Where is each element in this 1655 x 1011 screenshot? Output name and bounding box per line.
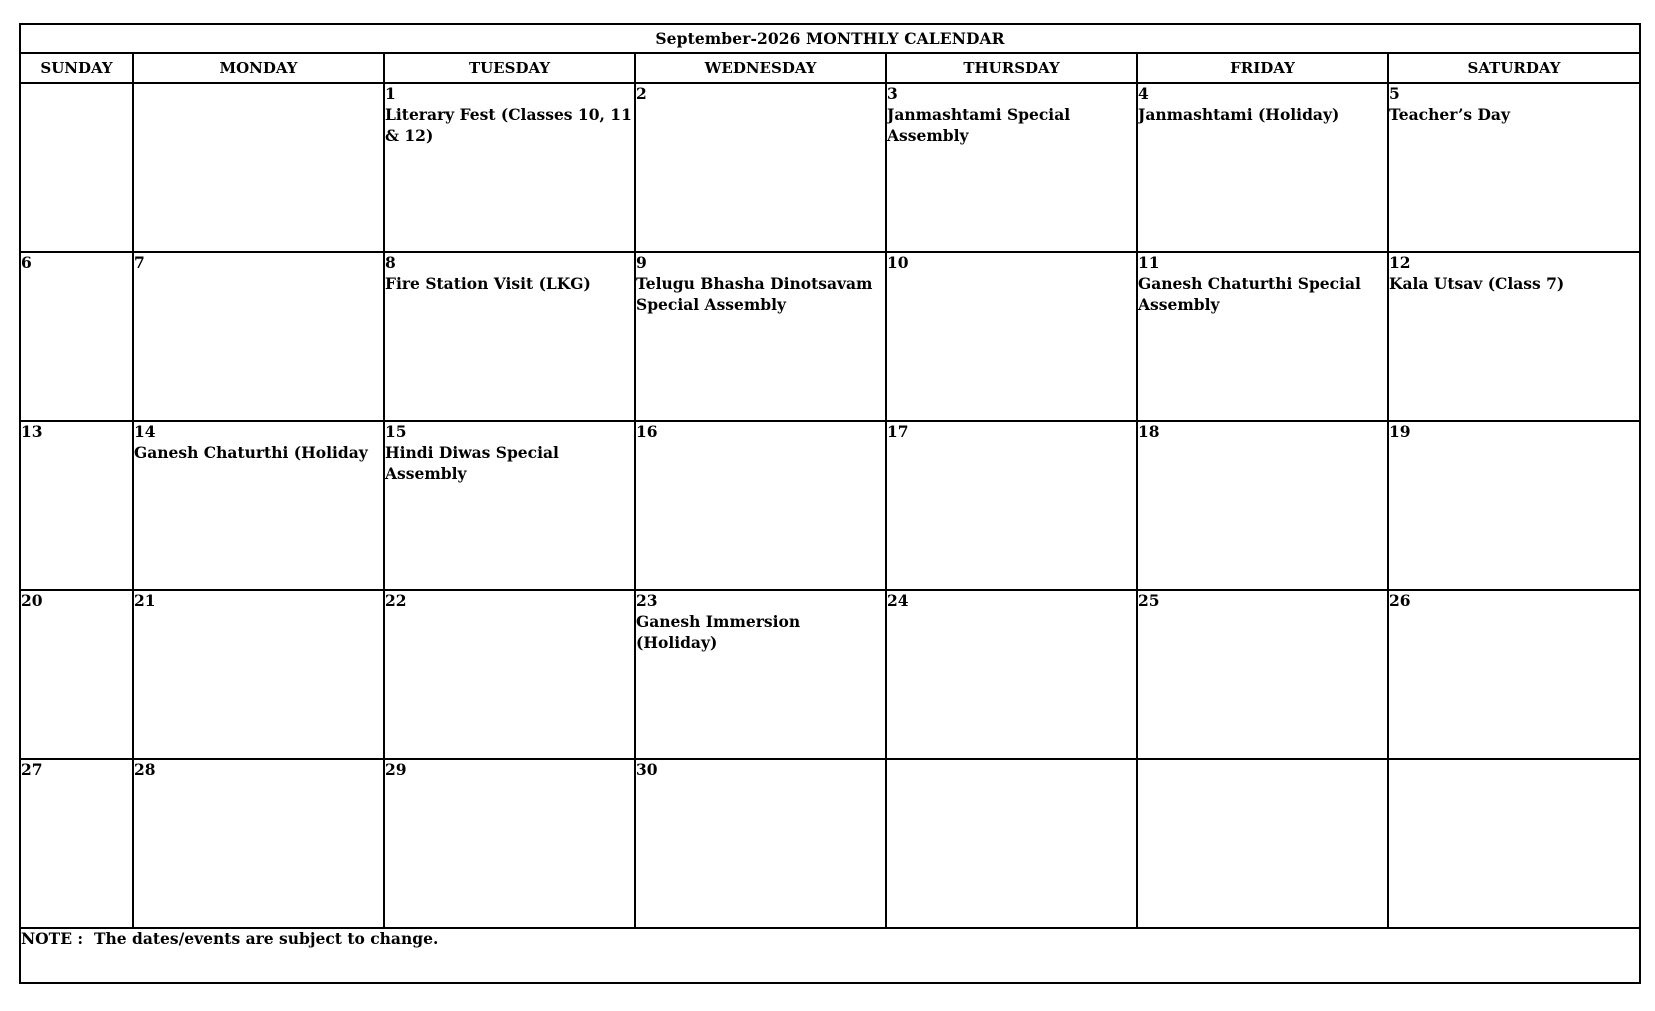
day-cell xyxy=(384,590,635,759)
day-cell xyxy=(635,83,886,252)
day-number: 22 xyxy=(385,591,407,610)
day-number: 25 xyxy=(1138,591,1160,610)
day-number: 16 xyxy=(636,422,658,441)
day-cell xyxy=(20,759,133,928)
day-number: 15 xyxy=(385,422,407,441)
weekday-header-friday: FRIDAY xyxy=(1137,53,1388,83)
day-number: 18 xyxy=(1138,422,1160,441)
day-cell xyxy=(1388,83,1640,252)
day-number: 19 xyxy=(1389,422,1411,441)
day-cell xyxy=(1388,252,1640,421)
day-number: 13 xyxy=(21,422,43,441)
day-cell xyxy=(1137,590,1388,759)
day-number: 7 xyxy=(134,253,145,272)
day-cell xyxy=(1388,759,1640,928)
week-row xyxy=(20,421,1640,590)
day-number: 1 xyxy=(385,84,396,103)
weekday-header-monday: MONDAY xyxy=(133,53,384,83)
day-number: 2 xyxy=(636,84,647,103)
day-cell xyxy=(1388,590,1640,759)
day-cell xyxy=(886,759,1137,928)
day-number: 20 xyxy=(21,591,43,610)
day-event: Telugu Bhasha Dinotsavam Special Assembly xyxy=(636,274,873,314)
day-cell xyxy=(133,83,384,252)
note-label: NOTE : xyxy=(21,929,94,948)
day-cell xyxy=(20,421,133,590)
day-cell xyxy=(384,252,635,421)
day-cell xyxy=(133,252,384,421)
day-number: 10 xyxy=(887,253,909,272)
day-number: 4 xyxy=(1138,84,1149,103)
day-number: 29 xyxy=(385,760,407,779)
day-number: 24 xyxy=(887,591,909,610)
day-number: 5 xyxy=(1389,84,1400,103)
day-cell xyxy=(1388,421,1640,590)
day-cell xyxy=(384,759,635,928)
day-number: 6 xyxy=(21,253,32,272)
day-cell xyxy=(1137,759,1388,928)
day-cell xyxy=(886,590,1137,759)
day-event: Kala Utsav (Class 7) xyxy=(1389,274,1565,293)
calendar-title: September-2026 MONTHLY CALENDAR xyxy=(20,24,1640,53)
note-row xyxy=(20,928,1640,983)
day-number: 26 xyxy=(1389,591,1411,610)
day-event: Ganesh Chaturthi Special Assembly xyxy=(1138,274,1361,314)
day-event: Janmashtami Special Assembly xyxy=(887,105,1071,145)
day-event: Janmashtami (Holiday) xyxy=(1138,105,1340,124)
week-row xyxy=(20,759,1640,928)
day-number: 28 xyxy=(134,760,156,779)
day-cell xyxy=(1137,83,1388,252)
week-row xyxy=(20,590,1640,759)
weekday-header-wednesday: WEDNESDAY xyxy=(635,53,886,83)
day-event: Fire Station Visit (LKG) xyxy=(385,274,591,293)
note-text: The dates/events are subject to change. xyxy=(93,929,439,948)
day-number: 9 xyxy=(636,253,647,272)
note-cell xyxy=(20,928,1640,983)
day-number: 21 xyxy=(134,591,156,610)
day-cell xyxy=(133,421,384,590)
day-number: 17 xyxy=(887,422,909,441)
day-cell xyxy=(886,421,1137,590)
title-row xyxy=(20,24,1640,53)
weekday-header-row xyxy=(20,53,1640,83)
day-cell xyxy=(886,83,1137,252)
monthly-calendar-table xyxy=(19,23,1641,984)
day-cell xyxy=(20,83,133,252)
day-number: 3 xyxy=(887,84,898,103)
day-event: Ganesh Chaturthi (Holiday xyxy=(134,443,368,462)
weekday-header-saturday: SATURDAY xyxy=(1388,53,1640,83)
weekday-header-thursday: THURSDAY xyxy=(886,53,1137,83)
day-number: 12 xyxy=(1389,253,1411,272)
day-cell xyxy=(635,759,886,928)
day-cell xyxy=(1137,421,1388,590)
day-cell xyxy=(20,590,133,759)
day-cell xyxy=(20,252,133,421)
day-number: 8 xyxy=(385,253,396,272)
day-cell xyxy=(635,421,886,590)
day-number: 27 xyxy=(21,760,43,779)
day-cell xyxy=(384,83,635,252)
week-row xyxy=(20,252,1640,421)
day-cell xyxy=(133,759,384,928)
day-cell xyxy=(133,590,384,759)
week-row xyxy=(20,83,1640,252)
day-cell xyxy=(635,590,886,759)
day-event: Hindi Diwas Special Assembly xyxy=(385,443,559,483)
day-number: 23 xyxy=(636,591,658,610)
day-cell xyxy=(384,421,635,590)
day-event: Literary Fest (Classes 10, 11 & 12) xyxy=(385,105,632,145)
day-number: 14 xyxy=(134,422,156,441)
day-cell xyxy=(886,252,1137,421)
day-number: 30 xyxy=(636,760,658,779)
day-event: Teacher’s Day xyxy=(1389,105,1510,124)
weekday-header-tuesday: TUESDAY xyxy=(384,53,635,83)
weekday-header-sunday: SUNDAY xyxy=(20,53,133,83)
calendar-body xyxy=(20,83,1640,928)
day-cell xyxy=(635,252,886,421)
day-event: Ganesh Immersion (Holiday) xyxy=(636,612,801,652)
day-cell xyxy=(1137,252,1388,421)
day-number: 11 xyxy=(1138,253,1160,272)
